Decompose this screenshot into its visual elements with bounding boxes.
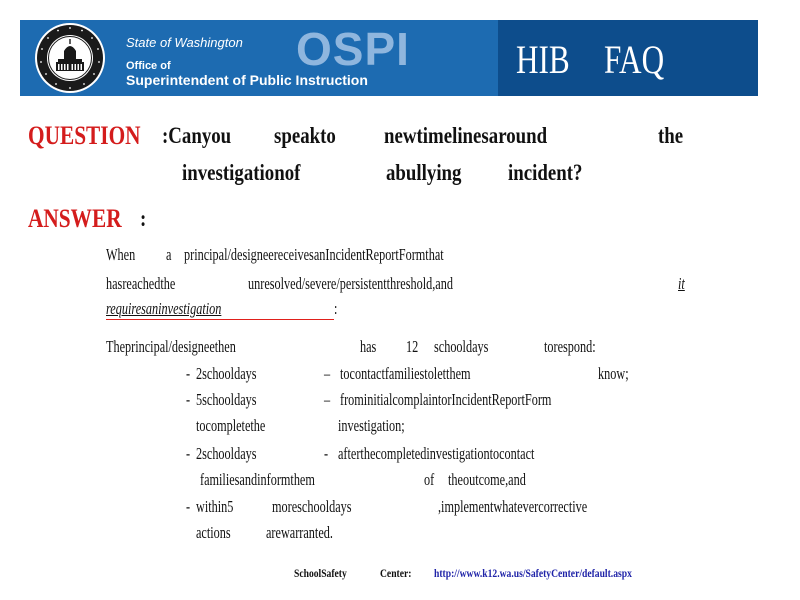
answer-emphasis: 12: [406, 337, 419, 356]
timeline-days: 2schooldays: [196, 364, 257, 383]
list-item: theoutcome,and: [448, 470, 526, 489]
footer-label: SchoolSafety: [294, 566, 347, 580]
list-item: afterthecompletedinvestigationtocontact: [338, 444, 535, 463]
question-word: speakto: [274, 123, 336, 148]
state-name: State of Washington: [126, 35, 243, 50]
timeline-days: moreschooldays: [272, 497, 352, 516]
list-dash: -: [324, 444, 329, 463]
timeline-days: 5schooldays: [196, 390, 257, 409]
answer-emphasis: requiresaninvestigation: [106, 299, 222, 318]
answer-text: torespond:: [544, 337, 596, 356]
list-item: frominitialcomplaintorIncidentReportForm: [340, 390, 552, 409]
list-dash: –: [324, 390, 331, 409]
banner-title-hib: HIB: [516, 37, 570, 82]
answer-text: unresolved/severe/persistentthreshold,and: [248, 274, 453, 293]
list-item: tocontactfamiliestolet​them: [340, 364, 471, 383]
answer-colon: :: [140, 206, 147, 231]
banner-title-faq: FAQ: [604, 37, 665, 82]
answer-label: ANSWER: [28, 204, 122, 233]
answer-text: Theprincipal/designeethen: [106, 337, 236, 356]
emphasis-underline: [106, 319, 334, 320]
list-bullet: -: [186, 390, 191, 409]
question-word: the: [658, 123, 684, 148]
office-of-label: Office of: [126, 60, 171, 72]
ospi-logo: OSPI: [296, 23, 410, 75]
list-item: know;: [598, 364, 629, 383]
list-dash: –: [324, 364, 331, 383]
office-name: Superintendent of Public Instruction: [126, 72, 368, 88]
question-word: abullying: [386, 160, 462, 185]
answer-text: :: [334, 299, 338, 318]
list-bullet: -: [186, 444, 191, 463]
list-item: actions: [196, 523, 231, 542]
footer-label: Center:: [380, 566, 412, 580]
answer-emphasis: schooldays: [434, 337, 489, 356]
washington-state-seal-icon: [34, 22, 106, 94]
question-word: newtimelinesaround: [384, 123, 548, 148]
answer-text: has: [360, 337, 377, 356]
question-label: QUESTION: [28, 121, 141, 150]
answer-text: a: [166, 245, 172, 264]
list-item: ,implementwhatevercorrective: [438, 497, 588, 516]
answer-text: principal/designeereceivesanIncidentReportFormthat: [184, 245, 444, 264]
list-bullet: -: [186, 364, 191, 383]
answer-text: When: [106, 245, 136, 264]
list-item: tocompletethe: [196, 416, 266, 435]
question-word: investigationof: [182, 160, 301, 185]
list-item: of: [424, 470, 435, 489]
list-item: familiesandinformthem: [200, 470, 315, 489]
timeline-days: within5: [196, 497, 234, 516]
question-word: incident?: [508, 160, 583, 185]
list-bullet: -: [186, 497, 191, 516]
list-item: investigation;: [338, 416, 405, 435]
answer-emphasis: it: [678, 274, 685, 293]
answer-text: hasreachedthe: [106, 274, 176, 293]
timeline-days: 2schooldays: [196, 444, 257, 463]
safety-center-link[interactable]: http://www.k12.wa.us/SafetyCenter/default.aspx: [434, 566, 632, 580]
question-word: :Canyou: [162, 123, 232, 148]
list-item: arewarranted.: [266, 523, 333, 542]
